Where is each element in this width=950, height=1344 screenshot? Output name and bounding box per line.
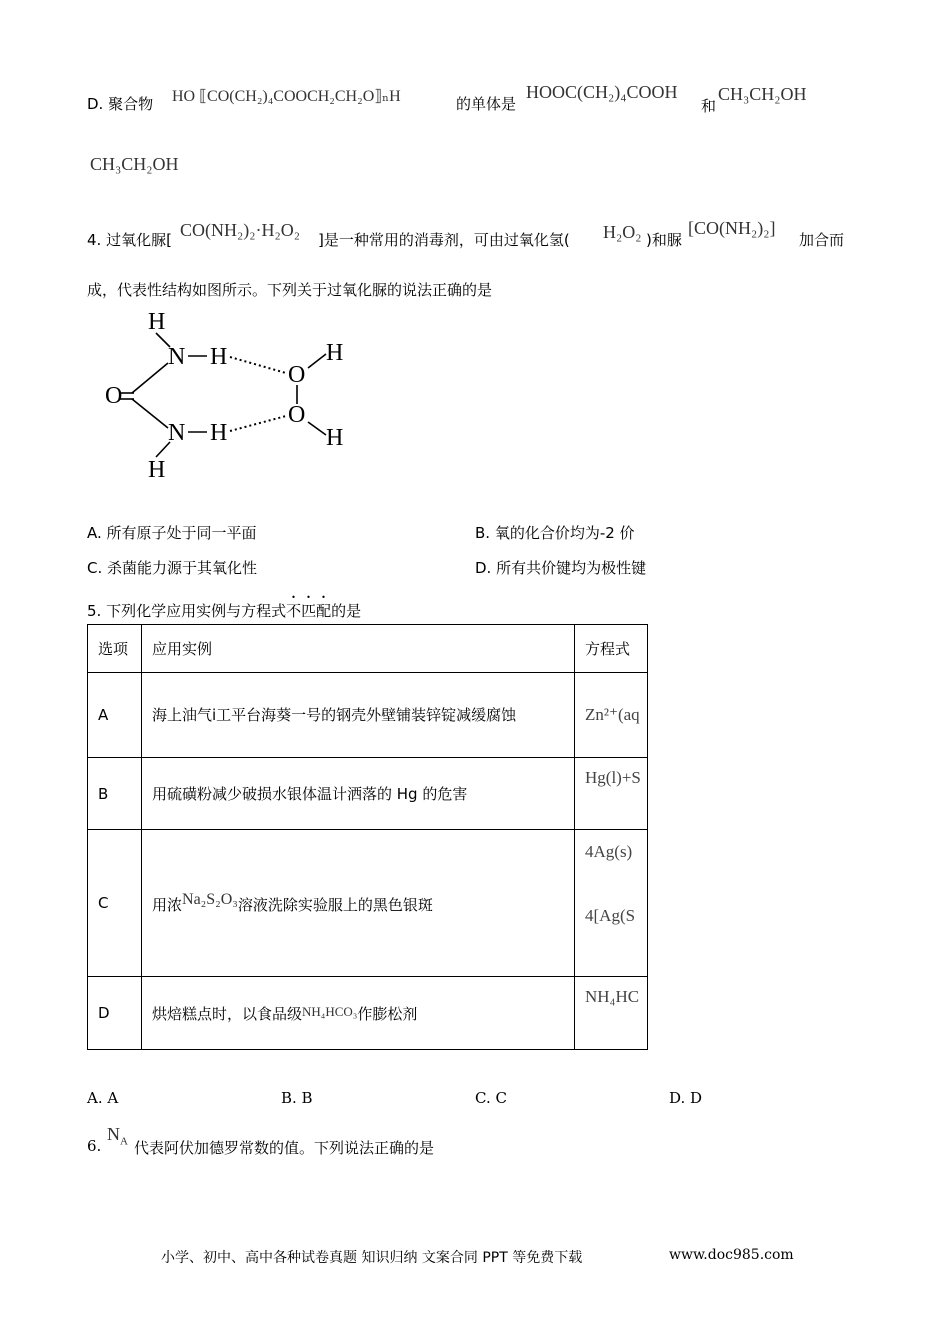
q4-stem-b: ]是一种常用的消毒剂，可由过氧化氢(: [318, 231, 570, 249]
q6-symbol: [107, 1124, 128, 1148]
row-d-equation: NH₄HC: [575, 977, 648, 1050]
atom-o-peroxide-upper: O: [288, 362, 306, 388]
q3-line2-formula: CH₃CH₂OH: [90, 154, 179, 174]
q6-symbol-n: N: [107, 1124, 120, 1144]
q4-option-b: B. 氧的化合价均为-2 价: [475, 524, 635, 542]
q5-table: [87, 624, 648, 1050]
q4-stem-c: )和脲: [646, 231, 682, 249]
row-b-application: 用硫磺粉减少破损水银体温计洒落的 Hg 的危害: [142, 758, 575, 830]
header-option: 选项: [88, 625, 142, 673]
q3-mid-text: 的单体是: [456, 95, 517, 113]
table-row: [88, 758, 648, 830]
atom-h-top: H: [148, 309, 166, 335]
row-d-option: D: [88, 977, 142, 1050]
row-c-option: C: [88, 830, 142, 977]
row-c-equation-line1: 4Ag(s): [585, 842, 633, 861]
q5-stem-emphasis: 不匹配: [286, 602, 332, 620]
q4-formula2: H₂O₂: [603, 222, 642, 242]
row-d-app-formula: NH₄HCO₃: [302, 1003, 358, 1019]
q5-stem-b: 的是: [331, 602, 362, 620]
footer-text: 小学、初中、高中各种试卷真题 知识归纳 文案合同 PPT 等免费下载: [161, 1250, 583, 1266]
row-c-equation-line2: 4[Ag(S: [585, 906, 636, 925]
row-c-application: [142, 830, 575, 977]
hbond-upper: [230, 357, 286, 373]
q5-stem: [87, 593, 361, 621]
row-d-application: [142, 977, 575, 1050]
q3-option-d: [87, 93, 153, 114]
q4-formula3: [CO(NH₂)₂]: [688, 218, 776, 238]
q5-answer-c: C. C: [475, 1089, 507, 1107]
polymer-formula: HO ⟦CO(CH₂)₄COOCH₂CH₂O⟧ₙH: [172, 88, 401, 105]
monomer1-formula: HOOC(CH₂)₄COOH: [526, 82, 678, 102]
q4-option-c: C. 杀菌能力源于其氧化性: [87, 559, 258, 577]
row-c-app-a: 用浓: [152, 896, 183, 914]
row-a-equation: Zn²⁺(aq: [575, 673, 648, 758]
row-d-app-a: 烘焙糕点时，以食品级: [152, 1004, 303, 1023]
table-row: [88, 673, 648, 758]
row-b-equation: Hg(l)+S: [575, 758, 648, 830]
atom-o-carbonyl: O: [105, 383, 123, 409]
bond-c-n-upper: [132, 363, 168, 393]
q3-and-text: 和: [701, 97, 717, 115]
peroxide-urea-structure-diagram: [90, 300, 370, 490]
row-c-equation: [575, 830, 648, 977]
q6-symbol-sub: A: [120, 1135, 128, 1148]
row-b-option: B: [88, 758, 142, 830]
q4-stem-a: 4. 过氧化脲[: [87, 231, 172, 249]
bond-h-n-upper: [156, 333, 170, 347]
q4-stem-line2: 成，代表性结构如图所示。下列关于过氧化脲的说法正确的是: [87, 281, 493, 299]
table-row: [88, 830, 648, 977]
atom-o-peroxide-lower: O: [288, 402, 306, 428]
row-c-app-b: 溶液洗除实验服上的黑色银斑: [237, 896, 433, 914]
header-application: 应用实例: [142, 625, 575, 673]
row-a-option: A: [88, 673, 142, 758]
header-equation: 方程式: [575, 625, 648, 673]
bond-o-h-upper: [308, 354, 326, 368]
q6-number: 6.: [87, 1137, 102, 1155]
bond-h-n-lower: [156, 442, 170, 457]
bond-o-h-lower: [308, 422, 326, 435]
monomer2-formula: CH₃CH₂OH: [718, 84, 807, 104]
q5-answer-b: B. B: [281, 1089, 313, 1107]
row-d-app-b: 作膨松剂: [357, 1004, 418, 1023]
q6-stem: 代表阿伏加德罗常数的值。下列说法正确的是: [134, 1139, 435, 1157]
q3-option-d-label: D. 聚合物: [87, 95, 154, 113]
atom-h-peroxide-upper: H: [326, 340, 344, 366]
q5-answer-a: A. A: [87, 1089, 119, 1107]
hbond-lower: [230, 416, 286, 431]
q4-option-a: A. 所有原子处于同一平面: [87, 524, 257, 542]
atom-h-peroxide-lower: H: [326, 425, 344, 451]
table-row: [88, 977, 648, 1050]
atom-h-bottom: H: [148, 457, 166, 483]
atom-n-lower: N: [168, 420, 186, 446]
atom-h-upper: H: [210, 344, 228, 370]
q5-stem-a: 5. 下列化学应用实例与方程式: [87, 602, 287, 620]
bond-c-n-lower: [132, 399, 168, 428]
atom-h-lower: H: [210, 420, 228, 446]
atom-n-upper: N: [168, 344, 186, 370]
q4-stem-d: 加合而: [799, 231, 845, 249]
footer-url[interactable]: www.doc985.com: [669, 1247, 794, 1263]
row-a-application: 海上油气ⅰ工平台海葵一号的钢壳外壁铺装锌锭减缓腐蚀: [142, 673, 575, 758]
row-c-app-formula: Na₂S₂O₃: [182, 891, 238, 908]
q5-answer-d: D. D: [669, 1089, 703, 1107]
q4-option-d: D. 所有共价键均为极性键: [475, 559, 647, 577]
q4-formula1: CO(NH₂)₂·H₂O₂: [180, 220, 301, 240]
table-header-row: [88, 625, 648, 673]
